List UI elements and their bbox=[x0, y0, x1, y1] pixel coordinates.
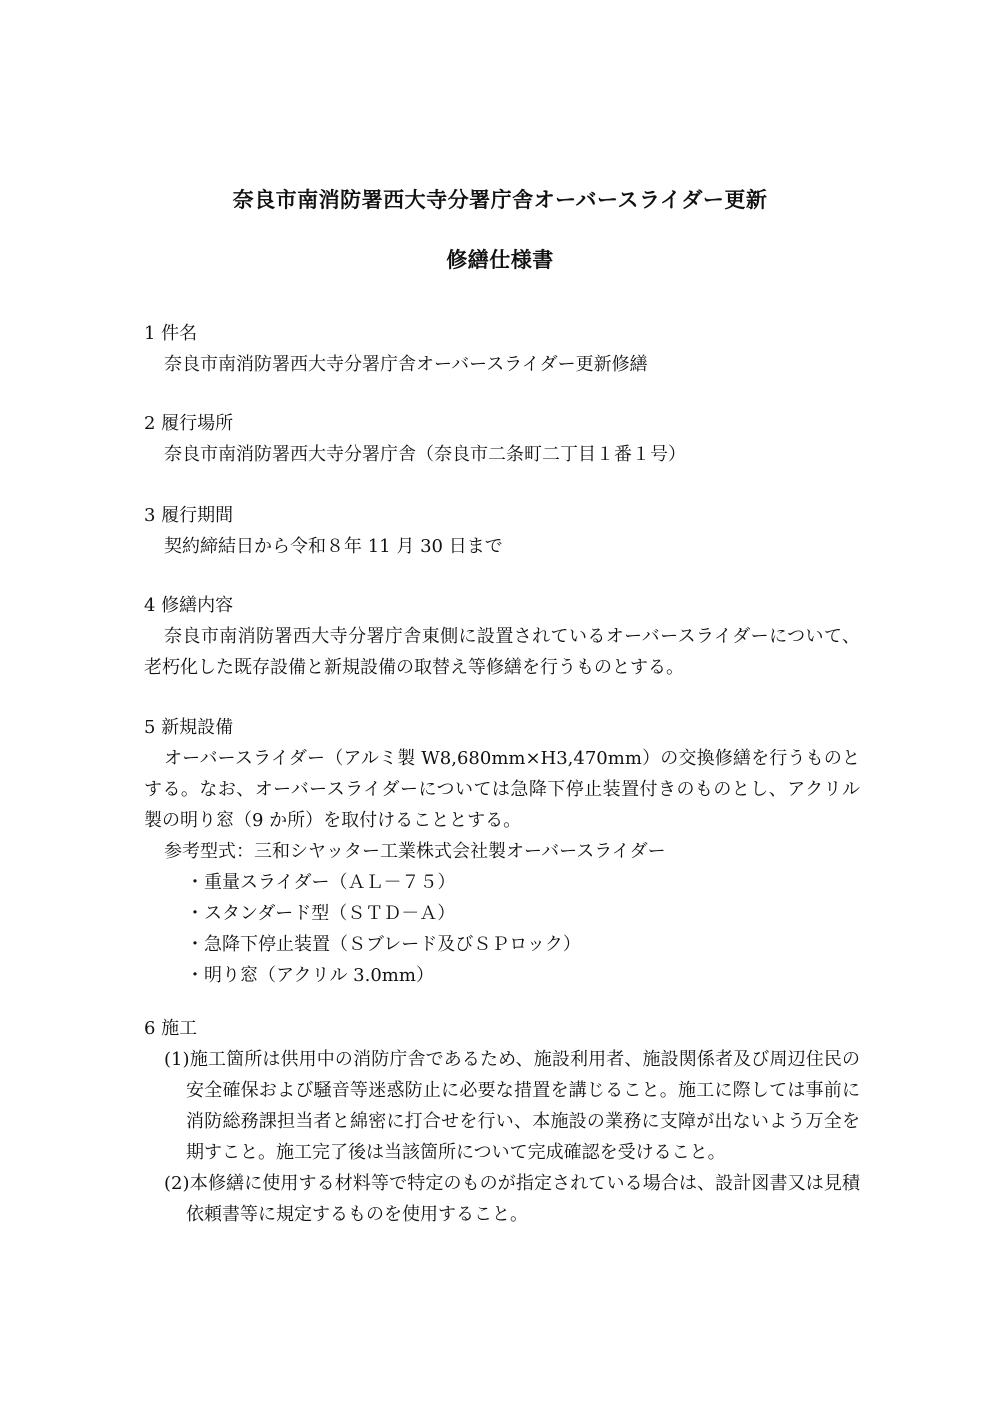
item-number: (2) bbox=[164, 1173, 190, 1194]
section-heading: 5 新規設備 bbox=[144, 717, 234, 738]
section-paragraph: 奈良市南消防署西大寺分署庁舎東側に設置されているオーバースライダーについて、老朽化した既存設備と新規設備の取替え等修繕を行うものとする。 bbox=[144, 626, 860, 678]
document-subtitle: 修繕仕様書 bbox=[446, 248, 554, 272]
section-repair-content bbox=[144, 590, 860, 683]
item-text: 本修繕に使用する材料等で特定のものが指定されている場合は、設計図書又は見積依頼書等に規定するものを使用すること。 bbox=[186, 1173, 860, 1225]
list-item: ・明り窓（アクリル 3.0mm） bbox=[186, 965, 434, 986]
section-body: 奈良市南消防署西大寺分署庁舎（奈良市二条町二丁目１番１号） bbox=[164, 444, 686, 465]
section-heading: 2 履行場所 bbox=[144, 413, 234, 434]
section-heading: 1 件名 bbox=[144, 323, 198, 344]
section-construction bbox=[144, 1013, 860, 1230]
section-body: 契約締結日から令和８年 11 月 30 日まで bbox=[164, 536, 503, 557]
section-heading: 6 施工 bbox=[144, 1018, 198, 1039]
section-body: 奈良市南消防署西大寺分署庁舎オーバースライダー更新修繕 bbox=[164, 354, 648, 375]
reference-model: 参考型式：三和シヤッター工業株式会社製オーバースライダー bbox=[164, 841, 666, 862]
section-new-equipment bbox=[144, 712, 860, 991]
list-item: ・重量スライダー（ＡＬ－７５） bbox=[186, 872, 456, 893]
item-text: 施工箇所は供用中の消防庁舎であるため、施設利用者、施設関係者及び周辺住民の安全確保および騒音等迷惑防止に必要な措置を講じること。施工に際しては事前に消防総務課担当者と綿密に打合せを行い、本施設の業務に支障が出ないよう万全を期すこと。施工完了後は当該箇所について完成確認を受けること。 bbox=[186, 1049, 860, 1163]
document-title: 奈良市南消防署西大寺分署庁舎オーバースライダー更新 bbox=[232, 188, 768, 212]
list-item: ・スタンダード型（ＳＴＤ－Ａ） bbox=[186, 903, 456, 924]
section-paragraph: オーバースライダー（アルミ製 W8,680mm×H3,470mm）の交換修繕を行うものとする。なお、オーバースライダーについては急降下停止装置付きのものとし、アクリル製の明り窓（9 か所）を取付けることとする。 bbox=[144, 748, 860, 831]
section-heading: 4 修繕内容 bbox=[144, 595, 234, 616]
item-number: (1) bbox=[164, 1049, 190, 1070]
section-period bbox=[144, 500, 860, 562]
section-location bbox=[144, 408, 860, 470]
section-heading: 3 履行期間 bbox=[144, 505, 234, 526]
numbered-item bbox=[144, 1168, 860, 1230]
numbered-item bbox=[144, 1044, 860, 1168]
list-item: ・急降下停止装置（Ｓブレード及びＳＰロック） bbox=[186, 934, 581, 955]
section-subject bbox=[144, 318, 860, 380]
